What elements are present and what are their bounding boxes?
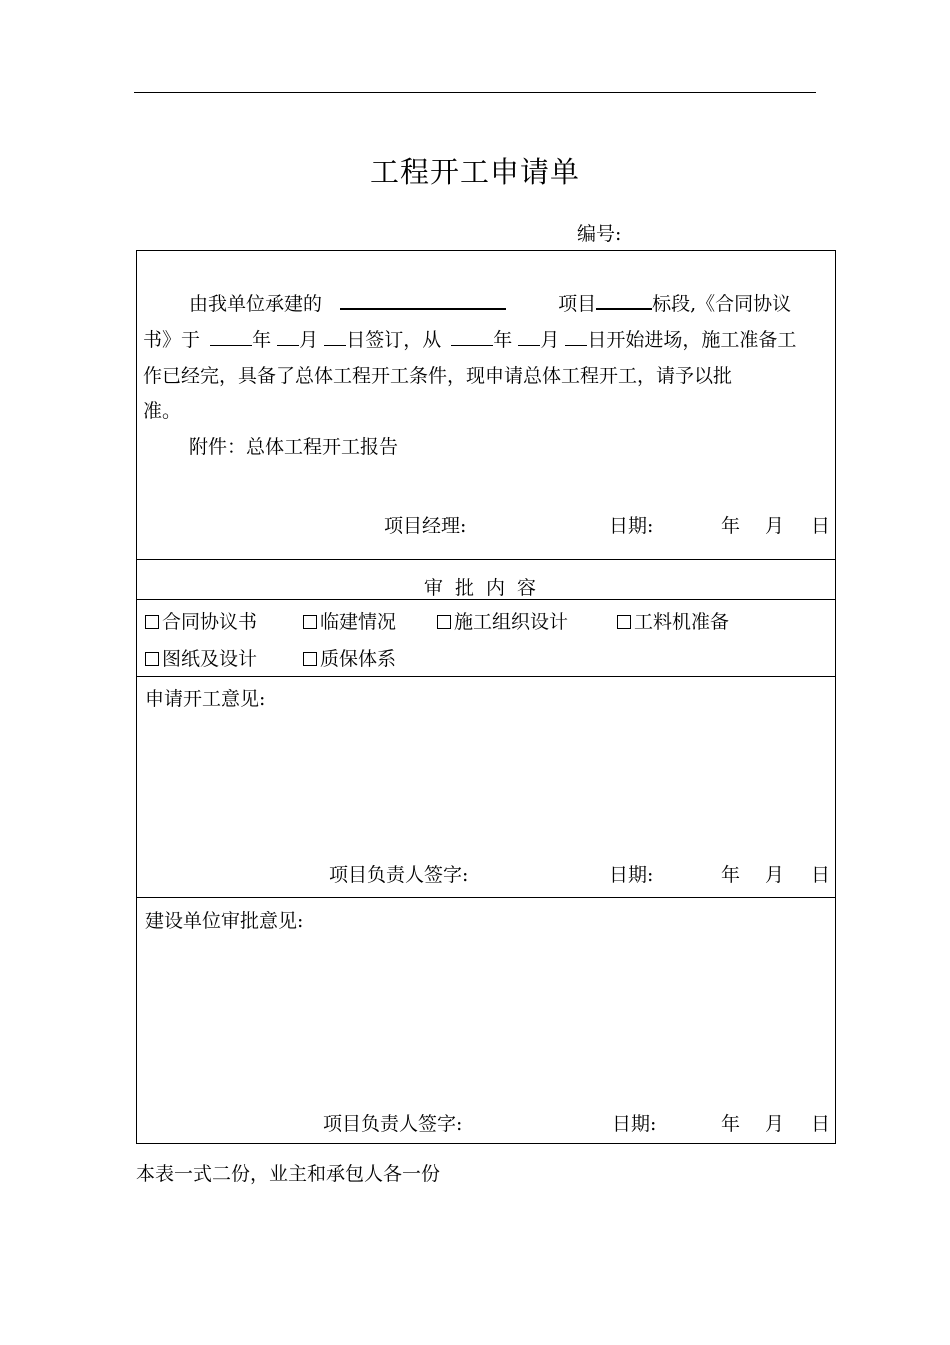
review-checkbox-item[interactable]: 合同协议书 <box>145 613 257 632</box>
signed-year-label: 年 <box>252 329 272 351</box>
start-day-blank[interactable] <box>565 344 587 346</box>
checkbox[interactable] <box>145 615 159 629</box>
owner-date-month: 月 <box>765 1113 785 1135</box>
start-month-label: 月 <box>540 329 560 351</box>
owner-signer-label: 项目负责人签字: <box>323 1113 463 1135</box>
header-rule <box>134 92 816 93</box>
application-line-2 <box>143 331 796 350</box>
contractor-date-day: 日 <box>811 864 831 886</box>
serial-number-label: 编号: <box>577 223 622 245</box>
application-line-4: 准。 <box>143 400 182 422</box>
divider <box>137 599 835 600</box>
contractor-opinion-label: 申请开工意见: <box>145 688 266 710</box>
start-day-text: 日开始进场，施工准备工 <box>587 329 797 351</box>
application-line-1 <box>189 295 791 314</box>
signed-month-label: 月 <box>299 329 319 351</box>
line1-section-text: 标段,《合同协议 <box>652 293 792 315</box>
line1-project-text: 项目 <box>558 293 597 315</box>
owner-date-day: 日 <box>811 1113 831 1135</box>
document-title: 工程开工申请单 <box>369 155 580 189</box>
application-date-month: 月 <box>765 515 785 537</box>
start-month-blank[interactable] <box>518 344 540 346</box>
contractor-signer-label: 项目负责人签字: <box>329 864 469 886</box>
section-blank[interactable] <box>596 307 652 310</box>
contractor-date-label: 日期: <box>609 864 654 886</box>
signed-day-text: 日签订，从 <box>346 329 442 351</box>
footer-note: 本表一式二份，业主和承包人各一份 <box>136 1163 441 1185</box>
divider <box>137 897 835 898</box>
signed-year-blank[interactable] <box>210 344 252 346</box>
divider <box>137 676 835 677</box>
review-header: 审批内容 <box>423 577 548 599</box>
review-checkbox-item[interactable]: 图纸及设计 <box>145 650 257 669</box>
checkbox[interactable] <box>303 652 317 666</box>
owner-date-year: 年 <box>721 1113 741 1135</box>
signed-month-blank[interactable] <box>277 344 299 346</box>
application-date-label: 日期: <box>609 515 654 537</box>
signed-day-blank[interactable] <box>324 344 346 346</box>
checkbox[interactable] <box>145 652 159 666</box>
owner-date-label: 日期: <box>612 1113 657 1135</box>
line1-lead-text: 由我单位承建的 <box>189 293 323 315</box>
start-year-label: 年 <box>493 329 513 351</box>
start-year-blank[interactable] <box>451 344 493 346</box>
application-line-3: 作已经完，具备了总体工程开工条件，现申请总体工程开工，请予以批 <box>143 365 733 387</box>
review-checkbox-item[interactable]: 工料机准备 <box>617 613 729 632</box>
review-checkbox-item[interactable]: 临建情况 <box>303 613 396 632</box>
checkbox[interactable] <box>437 615 451 629</box>
application-date-day: 日 <box>811 515 831 537</box>
project-name-blank[interactable] <box>340 307 506 310</box>
application-date-year: 年 <box>721 515 741 537</box>
attachment-line: 附件：总体工程开工报告 <box>189 436 399 458</box>
line2-lead-text: 书》于 <box>143 329 201 351</box>
manager-signature-label: 项目经理: <box>384 515 467 537</box>
divider <box>137 559 835 560</box>
contractor-date-year: 年 <box>721 864 741 886</box>
checkbox[interactable] <box>617 615 631 629</box>
contractor-date-month: 月 <box>765 864 785 886</box>
application-form-table <box>136 250 836 1144</box>
review-checkbox-item[interactable]: 施工组织设计 <box>437 613 568 632</box>
review-checkbox-item[interactable]: 质保体系 <box>303 650 396 669</box>
checkbox[interactable] <box>303 615 317 629</box>
owner-opinion-label: 建设单位审批意见: <box>145 910 304 932</box>
